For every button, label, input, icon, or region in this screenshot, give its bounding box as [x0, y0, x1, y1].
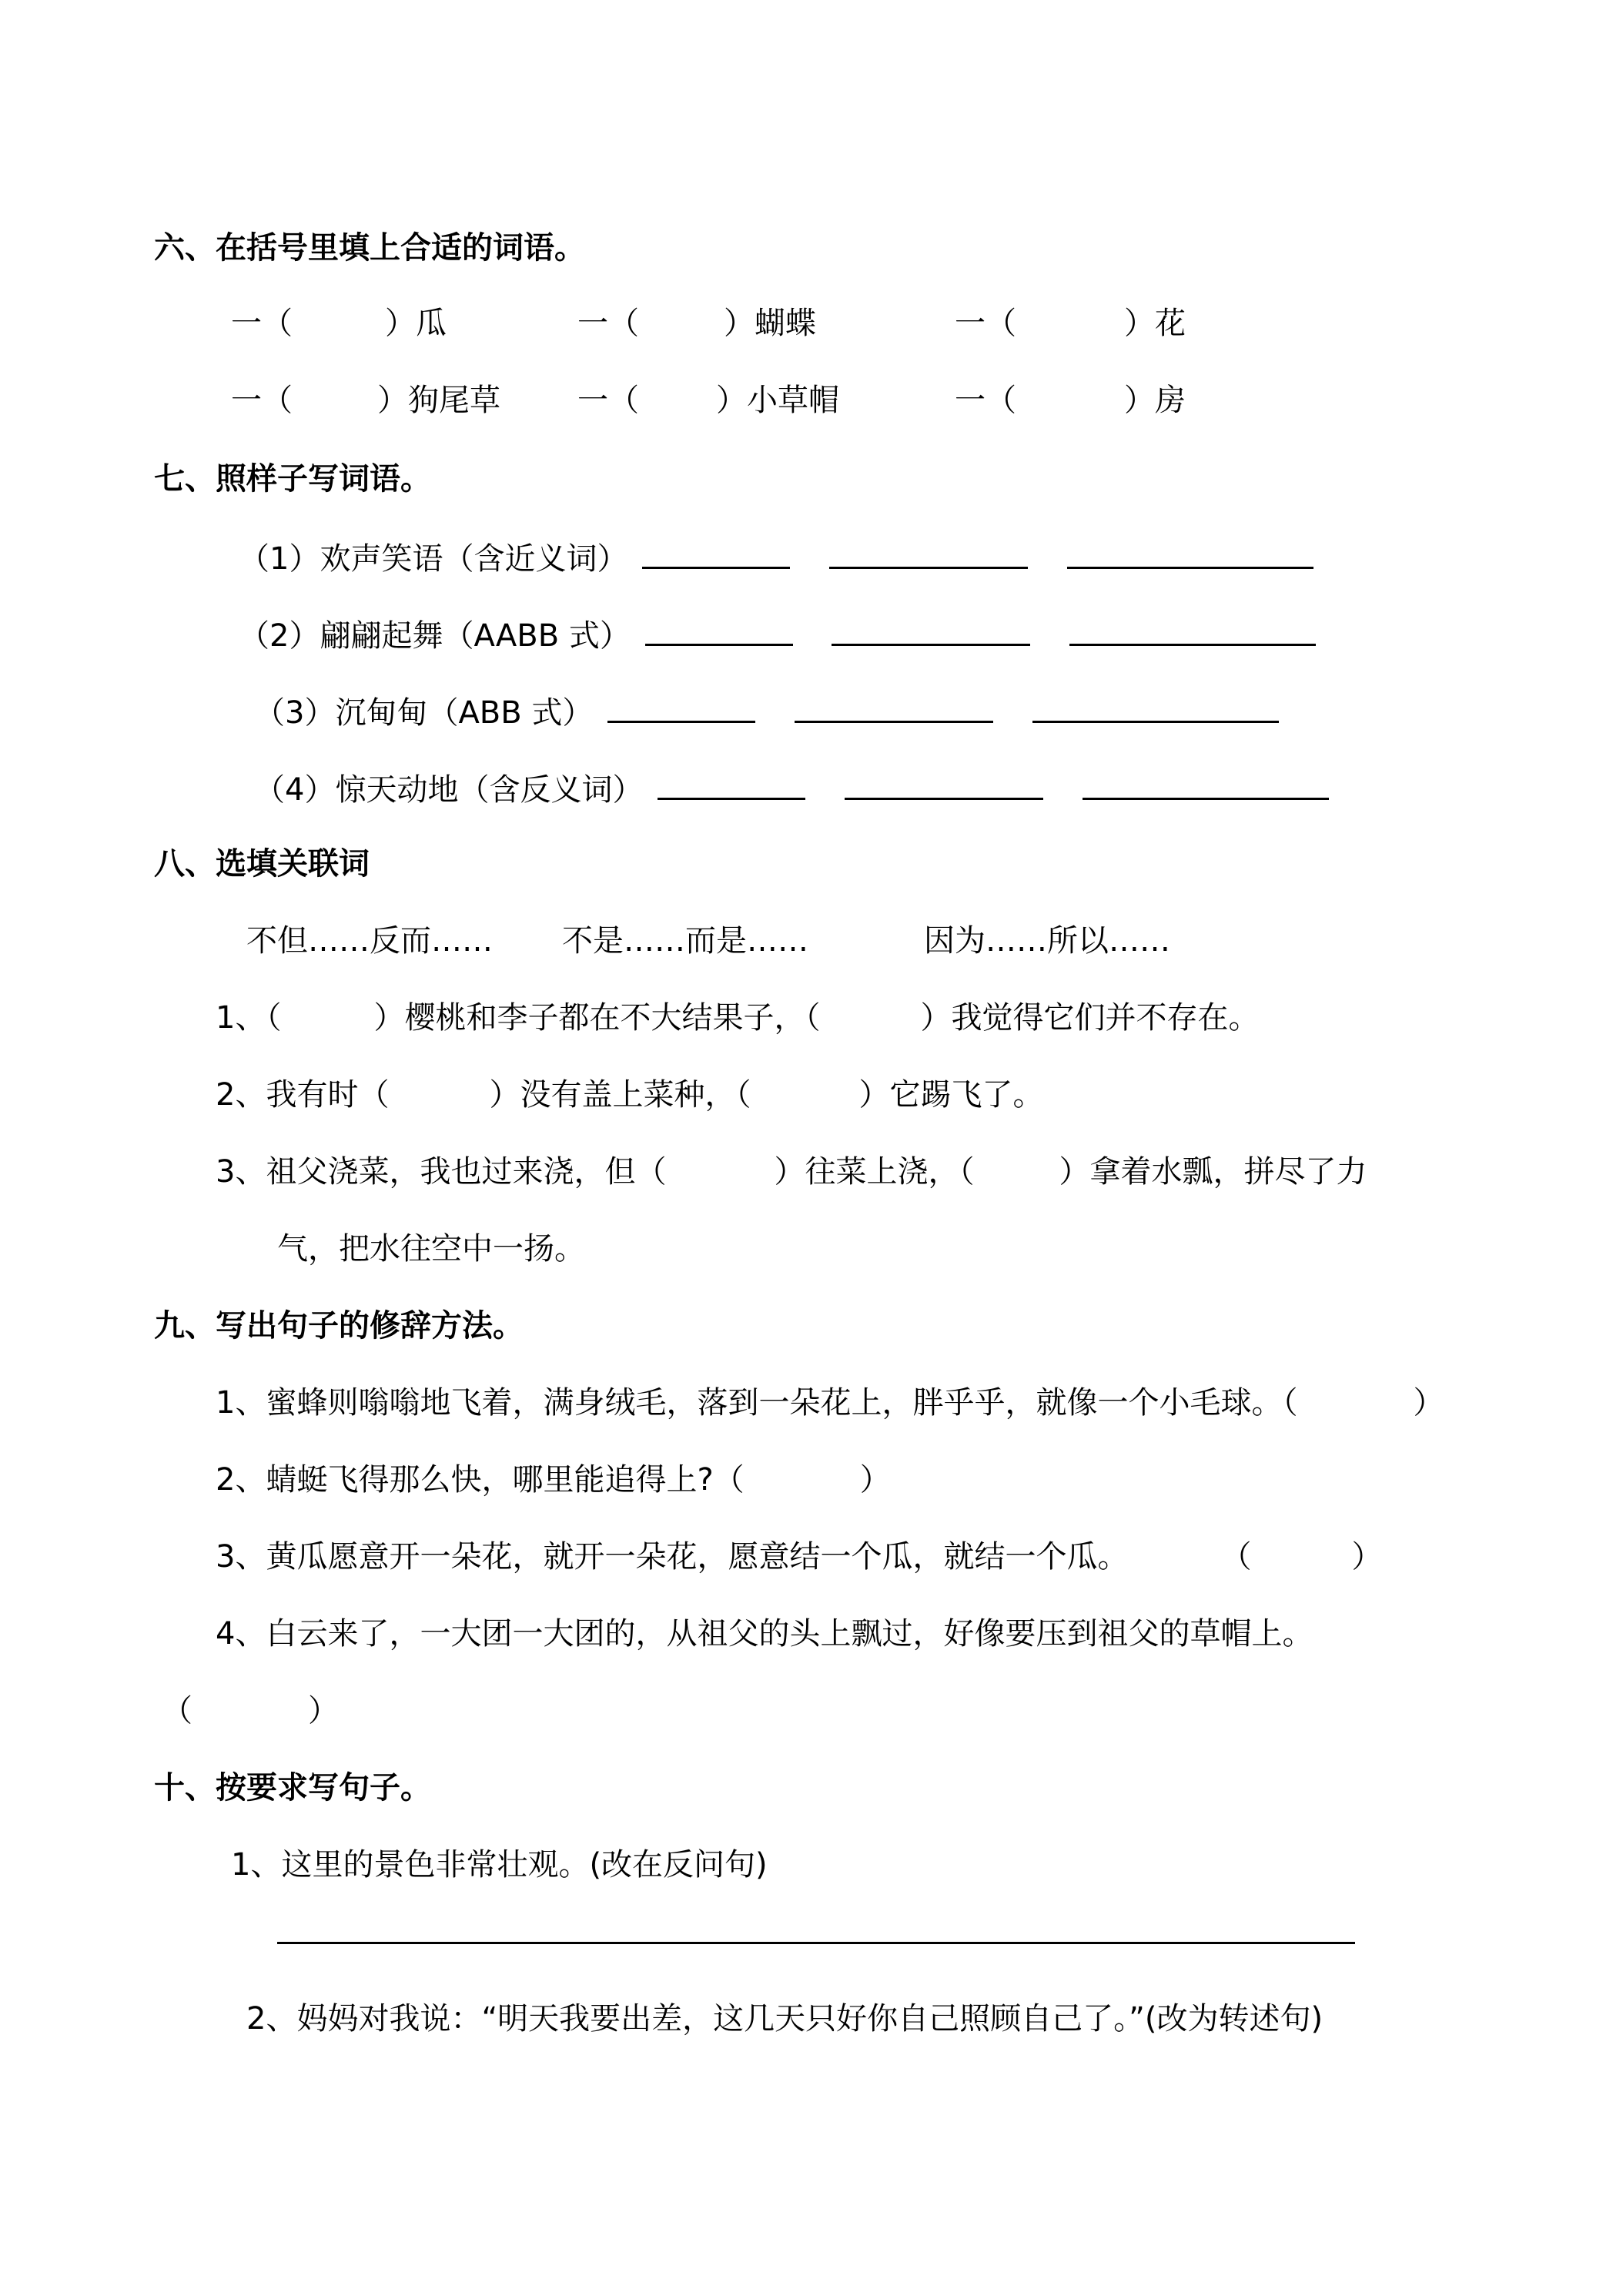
s8-q3 — [216, 1153, 1367, 1190]
s6-r2-c-pre: 一（ — [955, 383, 1016, 418]
s7-item-1-blank-3[interactable] — [1067, 537, 1313, 569]
s6-row-1c — [955, 305, 1186, 342]
s7-item-1 — [239, 537, 1313, 577]
section-6-title: 六、在括号里填上合适的词语。 — [154, 230, 585, 266]
s9-q4: 4、白云来了，一大团一大团的，从祖父的头上飘过，好像要压到祖父的草帽上。 — [216, 1616, 1313, 1652]
s9-q2 — [216, 1461, 891, 1498]
s6-r2-c-post: ）房 — [1124, 383, 1186, 418]
s7-item-2-blank-1[interactable] — [645, 614, 793, 646]
s9-q2-text: 2、蜻蜓飞得那么快，哪里能追得上?（ — [216, 1462, 745, 1498]
s9-q3 — [216, 1538, 1382, 1575]
section-10-title: 十、按要求写句子。 — [154, 1770, 431, 1806]
s8-q3-continued: 气，把水往空中一扬。 — [277, 1231, 585, 1267]
s6-row-2 — [231, 382, 500, 419]
s6-r1-a-post: ）瓜 — [385, 306, 447, 341]
s8-q2-a: 2、我有时（ — [216, 1077, 390, 1113]
s6-r2-a-post: ）狗尾草 — [377, 383, 500, 418]
s9-q1-close: ） — [1413, 1385, 1444, 1421]
section-8-title: 八、选填关联词 — [154, 846, 370, 882]
s8-q1-a: 1、（ — [216, 1000, 282, 1036]
s8-option-1: 不但……反而…… — [246, 923, 493, 959]
s7-item-3-blank-2[interactable] — [795, 691, 993, 723]
s6-r2-b-post: ）小草帽 — [716, 383, 839, 418]
s8-q1 — [216, 999, 1259, 1036]
s7-item-2-blank-3[interactable] — [1069, 614, 1316, 646]
s6-row-2b — [577, 382, 839, 419]
s7-item-2-label: （2）翩翩起舞（AABB 式） — [239, 618, 631, 654]
s6-r1-b-pre: 一（ — [577, 306, 639, 341]
s7-item-3-label: （3）沉甸甸（ABB 式） — [254, 695, 594, 731]
s7-item-2-blank-2[interactable] — [832, 614, 1030, 646]
s7-item-3-blank-3[interactable] — [1032, 691, 1279, 723]
s6-r1-a-pre: 一（ — [231, 306, 293, 341]
section-7-title: 七、照样子写词语。 — [154, 461, 431, 497]
s9-q4-open: （ — [162, 1693, 192, 1729]
s9-q1-text: 1、蜜蜂则嗡嗡地飞着，满身绒毛，落到一朵花上，胖乎乎，就像一个小毛球。（ — [216, 1385, 1298, 1421]
s7-item-4-blank-2[interactable] — [845, 768, 1043, 800]
s6-r2-a-pre: 一（ — [231, 383, 293, 418]
section-9-title: 九、写出句子的修辞方法。 — [154, 1308, 524, 1344]
s6-r1-c-post: ）花 — [1124, 306, 1186, 341]
s7-item-4-blank-3[interactable] — [1083, 768, 1329, 800]
s6-r2-b-pre: 一（ — [577, 383, 639, 418]
s7-item-1-blank-2[interactable] — [829, 537, 1028, 569]
s8-q1-b: ）樱桃和李子都在不大结果子，（ — [373, 1000, 821, 1036]
s8-q3-a: 3、祖父浇菜，我也过来浇，但（ — [216, 1154, 667, 1190]
s8-option-3: 因为……所以…… — [924, 923, 1170, 959]
s9-q3-text: 3、黄瓜愿意开一朵花，就开一朵花，愿意结一个瓜，就结一个瓜。 — [216, 1539, 1129, 1575]
s10-q2: 2、妈妈对我说：“明天我要出差，这几天只好你自己照顾自己了。”(改为转述句) — [246, 2001, 1323, 2037]
s8-option-2: 不是……而是…… — [562, 923, 808, 959]
s7-item-3 — [254, 691, 1279, 731]
s8-q2-c: ）它踢飞了。 — [858, 1077, 1044, 1113]
s6-row-1 — [231, 305, 447, 342]
s7-item-4-label: （4）惊天动地（含反义词） — [254, 772, 644, 808]
s6-r1-c-pre: 一（ — [955, 306, 1016, 341]
s8-q2 — [216, 1076, 1043, 1113]
s7-item-3-blank-1[interactable] — [607, 691, 755, 723]
s6-row-1b — [577, 305, 816, 342]
s6-row-2c — [955, 382, 1186, 419]
s9-q4-answer — [162, 1692, 339, 1729]
s8-q3-b: ）往菜上浇，（ — [774, 1154, 975, 1190]
s6-r1-b-post: ）蝴蝶 — [724, 306, 816, 341]
s9-q1 — [216, 1384, 1444, 1421]
s9-q2-close: ） — [859, 1462, 891, 1498]
s8-q3-c: ）拿着水瓢，拼尽了力 — [1059, 1154, 1367, 1190]
s8-q1-c: ）我觉得它们并不存在。 — [920, 1000, 1260, 1036]
s9-q4-close: ） — [308, 1693, 339, 1729]
s7-item-4-blank-1[interactable] — [658, 768, 805, 800]
s10-q1: 1、这里的景色非常壮观。(改在反问句) — [231, 1847, 768, 1883]
s7-item-4 — [254, 768, 1329, 808]
s10-q1-answer-line[interactable] — [277, 1942, 1355, 1944]
s7-item-1-label: （1）欢声笑语（含近义词） — [239, 541, 628, 577]
s7-item-2 — [239, 614, 1316, 654]
s9-q3-open: （ — [1220, 1539, 1252, 1575]
s7-item-1-blank-1[interactable] — [642, 537, 790, 569]
s9-q3-close: ） — [1351, 1539, 1383, 1575]
s8-q2-b: ）没有盖上菜种，（ — [489, 1077, 751, 1113]
